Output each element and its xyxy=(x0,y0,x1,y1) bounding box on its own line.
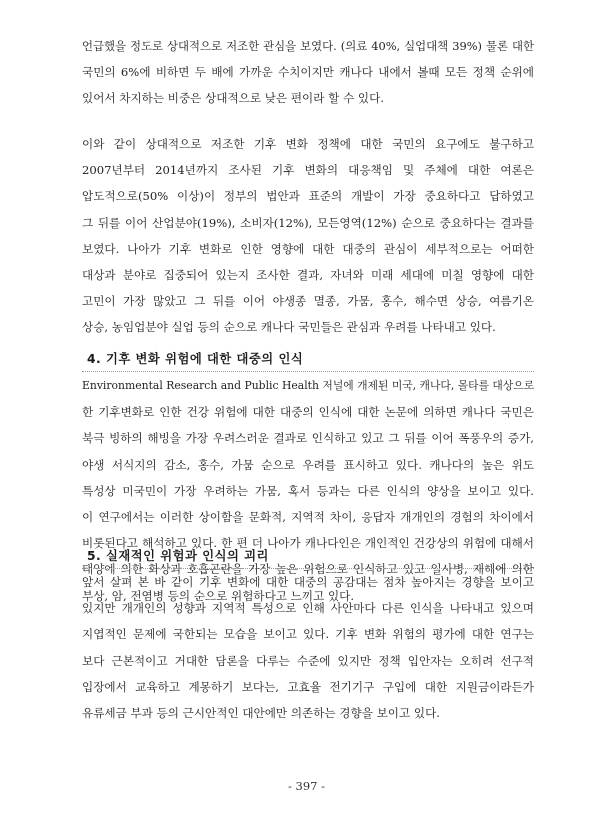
text-line: 앞서 살펴 본 바 같이 기후 변화에 대한 대중의 공감대는 점차 높아지는 경향을 보이고 xyxy=(82,575,534,589)
text-line: 한 기후변화로 인한 건강 위험에 대한 대중의 인식에 대한 논문에 의하면 캐나다 국민은 xyxy=(82,405,534,420)
paragraph-intro-continuation xyxy=(82,33,534,112)
text-line: 보다 근본적이고 거대한 담론을 다루는 수준에 있지만 정책 입안자는 오히려 선구적 xyxy=(82,653,534,668)
text-line: 이 연구에서는 이러한 상이함을 문화적, 지역적 차이, 응답자 개개인의 경험의 차이에서 xyxy=(82,510,534,525)
text-line: 비롯된다고 해석하고 있다. 한 편 더 나아가 캐나다인은 개인적인 건강상의 위험에 대해서 xyxy=(82,536,534,551)
section-heading-5: 5. 실재적인 위험과 인식의 괴리 xyxy=(87,549,269,563)
text-line: 국민의 6%에 비하면 두 배에 가까운 수치이지만 캐나다 내에서 볼때 모든 정책 순위에 xyxy=(82,65,534,80)
text-line: 지엽적인 문제에 국한되는 모습을 보이고 있다. 기후 변화 위험의 평가에 대한 연구는 xyxy=(82,627,534,642)
text-line: 보였다. 나아가 기후 변화로 인한 영향에 대한 대중의 관심이 세부적으로는 어떠한 xyxy=(82,241,534,256)
text-line: 상승, 농임업분야 실업 등의 순으로 캐나다 국민들은 관심과 우려를 나타내고 있다. xyxy=(82,320,496,335)
section-4-divider xyxy=(82,371,534,372)
text-line: 있지만 개개인의 성향과 지역적 특성으로 인해 사안마다 다른 인식을 나타내고 있으며 xyxy=(82,601,534,616)
text-line: 그 뒤를 이어 산업분야(19%), 소비자(12%), 모든영역(12%) 순으로 중요하다는 결과를 xyxy=(82,215,534,230)
text-line: 유류세금 부과 등의 근시안적인 대안에만 의존하는 경향을 보이고 있다. xyxy=(82,706,440,721)
text-line: 2007년부터 2014년까지 조사된 기후 변화의 대응책임 및 주체에 대한 여론은 xyxy=(82,163,534,178)
text-line: 북극 빙하의 해빙을 가장 우려스러운 결과로 인식하고 있고 그 뒤를 이어 폭풍우의 증가, xyxy=(82,431,534,446)
text-line: 태양에 의한 화상과 호흡곤란을 가장 높은 위험으로 인식하고 있고 일사병, 재해에 의한 xyxy=(82,562,534,577)
text-line: 특성상 미국민이 가장 우려하는 가뭄, 혹서 등과는 다른 인식의 양상을 보이고 있다. xyxy=(82,483,534,498)
page-number: - 397 - xyxy=(287,779,326,793)
text-line: 압도적으로(50% 이상)이 정부의 법안과 표준의 개발이 가장 중요하다고 답하였고 xyxy=(82,189,534,204)
paragraph-climate-policy-opinion xyxy=(82,131,534,341)
text-line: 고민이 가장 많았고 그 뒤를 이어 야생종 멸종, 가뭄, 홍수, 해수면 상승, 여름기온 xyxy=(82,294,534,309)
text-line: Environmental Research and Public Health 저널에 개제된 미국, 캐나다, 몰타를 대상으로 xyxy=(82,379,535,392)
text-line: 언급했을 정도로 상대적으로 저조한 관심을 보였다. (의료 40%, 실업대책 39%) 물론 대한 xyxy=(82,39,534,53)
text-line: 부상, 암, 전염병 등의 순으로 위험하다고 느끼고 있다. xyxy=(82,588,355,603)
section-heading-4: 4. 기후 변화 위험에 대한 대중의 인식 xyxy=(87,352,304,366)
text-line: 야생 서식지의 감소, 홍수, 가뭄 순으로 우려를 표시하고 있다. 캐나다의 높은 위도 xyxy=(82,457,534,472)
text-line: 있어서 차지하는 비중은 상대적으로 낮은 편이라 할 수 있다. xyxy=(82,91,384,106)
text-line: 대상과 분야로 집중되어 있는지 조사한 결과, 자녀와 미래 세대에 미칠 영향에 대한 xyxy=(82,268,534,283)
paragraph-risk-perception-gap xyxy=(82,569,534,726)
text-line: 입장에서 교육하고 계몽하기 보다는, 고효율 전기기구 구입에 대한 지원금이라든가 xyxy=(82,679,534,694)
text-line: 이와 같이 상대적으로 저조한 기후 변화 정책에 대한 국민의 요구에도 불구하고 xyxy=(82,137,534,151)
